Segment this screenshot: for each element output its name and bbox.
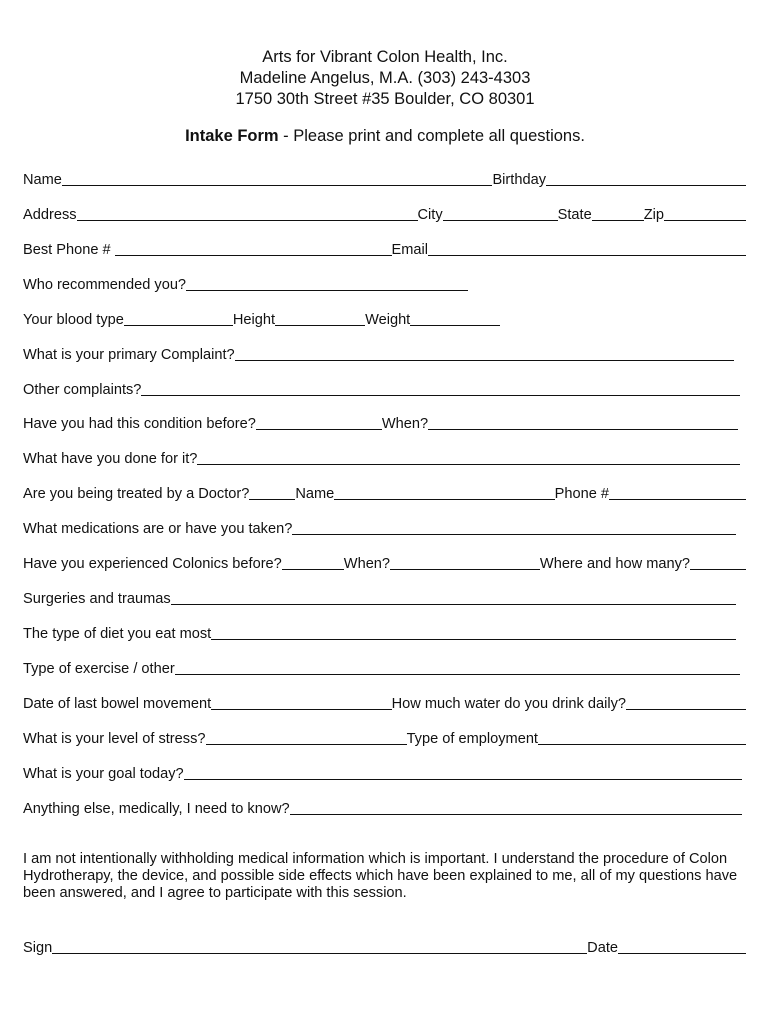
colonics-where-label: Where and how many? <box>539 556 690 572</box>
consent-statement: I am not intentionally withholding medical information which is important. I understand the procedure of Colon Hydrotherapy, the device, and possible side effects which have been explained to me, all of my questions have been answered, and I agree to participate with this session. <box>23 851 738 901</box>
primary-complaint-row <box>23 342 746 364</box>
colonics-when-field[interactable] <box>390 553 540 570</box>
employment-label: Type of employment <box>406 731 538 747</box>
blood-height-weight-row <box>23 307 746 329</box>
doctor-phone-field[interactable] <box>609 483 746 500</box>
height-label: Height <box>232 312 276 328</box>
diet-label: The type of diet you eat most <box>23 626 212 642</box>
address-field[interactable] <box>77 204 418 221</box>
form-instructions: - Please print and complete all questions. <box>278 127 585 145</box>
colonics-before-label: Have you experienced Colonics before? <box>23 556 282 572</box>
stress-employment-row <box>23 726 746 748</box>
email-field[interactable] <box>428 239 746 256</box>
email-label: Email <box>391 242 428 258</box>
primary-complaint-field[interactable] <box>235 344 734 361</box>
medications-field[interactable] <box>292 518 736 535</box>
form-header <box>0 47 770 110</box>
stress-label: What is your level of stress? <box>23 731 206 747</box>
goal-row <box>23 761 746 783</box>
colonics-where-field[interactable] <box>690 553 746 570</box>
state-field[interactable] <box>592 204 644 221</box>
done-for-it-field[interactable] <box>197 448 740 465</box>
condition-when-label: When? <box>381 416 429 432</box>
doctor-phone-label: Phone # <box>554 486 609 502</box>
weight-field[interactable] <box>410 309 500 326</box>
colonics-row <box>23 551 746 573</box>
other-complaints-label: Other complaints? <box>23 382 142 398</box>
anything-else-label: Anything else, medically, I need to know? <box>23 801 290 817</box>
surgeries-row <box>23 586 746 608</box>
anything-else-field[interactable] <box>290 798 742 815</box>
goal-label: What is your goal today? <box>23 766 184 782</box>
zip-field[interactable] <box>664 204 746 221</box>
surgeries-field[interactable] <box>171 588 736 605</box>
doctor-name-label: Name <box>295 486 335 502</box>
bowel-water-row <box>23 691 746 713</box>
exercise-row <box>23 656 746 678</box>
stress-field[interactable] <box>206 728 407 745</box>
name-field[interactable] <box>62 169 493 186</box>
diet-row <box>23 621 746 643</box>
date-label: Date <box>587 940 618 956</box>
colonics-before-field[interactable] <box>282 553 344 570</box>
other-complaints-field[interactable] <box>141 379 740 396</box>
diet-field[interactable] <box>211 623 736 640</box>
name-birthday-row <box>23 167 746 189</box>
sign-field[interactable] <box>52 937 587 954</box>
done-for-it-row <box>23 446 746 468</box>
doctor-name-field[interactable] <box>334 483 554 500</box>
weight-label: Weight <box>365 312 411 328</box>
treated-doctor-field[interactable] <box>249 483 295 500</box>
last-bowel-label: Date of last bowel movement <box>23 696 212 712</box>
colonics-when-label: When? <box>343 556 391 572</box>
anything-else-row <box>23 796 746 818</box>
best-phone-field[interactable] <box>115 239 392 256</box>
surgeries-label: Surgeries and traumas <box>23 591 171 607</box>
last-bowel-field[interactable] <box>211 693 391 710</box>
blood-type-label: Your blood type <box>23 312 124 328</box>
form-title: Intake Form <box>185 127 279 145</box>
birthday-field[interactable] <box>546 169 746 186</box>
name-label: Name <box>23 172 62 188</box>
recommended-field[interactable] <box>186 274 468 291</box>
state-label: State <box>557 207 592 223</box>
exercise-label: Type of exercise / other <box>23 661 175 677</box>
recommended-label: Who recommended you? <box>23 277 187 293</box>
height-field[interactable] <box>275 309 365 326</box>
exercise-field[interactable] <box>175 658 740 675</box>
water-label: How much water do you drink daily? <box>391 696 626 712</box>
address-line: 1750 30th Street #35 Boulder, CO 80301 <box>235 90 535 108</box>
treated-doctor-label: Are you being treated by a Doctor? <box>23 486 250 502</box>
condition-before-row <box>23 411 746 433</box>
zip-label: Zip <box>643 207 664 223</box>
medications-label: What medications are or have you taken? <box>23 521 293 537</box>
best-phone-label: Best Phone # <box>23 242 115 258</box>
date-field[interactable] <box>618 937 746 954</box>
sign-label: Sign <box>23 940 53 956</box>
address-row <box>23 202 746 224</box>
condition-before-label: Have you had this condition before? <box>23 416 256 432</box>
contact-line: Madeline Angelus, M.A. (303) 243-4303 <box>239 69 531 87</box>
condition-before-field[interactable] <box>256 413 382 430</box>
recommended-row <box>23 272 746 294</box>
medications-row <box>23 516 746 538</box>
blood-type-field[interactable] <box>124 309 233 326</box>
phone-email-row <box>23 237 746 259</box>
doctor-row <box>23 481 746 503</box>
signature-row <box>23 935 746 957</box>
other-complaints-row <box>23 377 746 399</box>
form-intro <box>0 127 770 146</box>
condition-when-field[interactable] <box>428 413 738 430</box>
org-name: Arts for Vibrant Colon Health, Inc. <box>262 48 508 66</box>
water-field[interactable] <box>626 693 746 710</box>
employment-field[interactable] <box>538 728 746 745</box>
goal-field[interactable] <box>184 763 742 780</box>
city-label: City <box>417 207 443 223</box>
city-field[interactable] <box>443 204 558 221</box>
birthday-label: Birthday <box>492 172 546 188</box>
primary-complaint-label: What is your primary Complaint? <box>23 347 235 363</box>
done-for-it-label: What have you done for it? <box>23 451 198 467</box>
address-label: Address <box>23 207 77 223</box>
